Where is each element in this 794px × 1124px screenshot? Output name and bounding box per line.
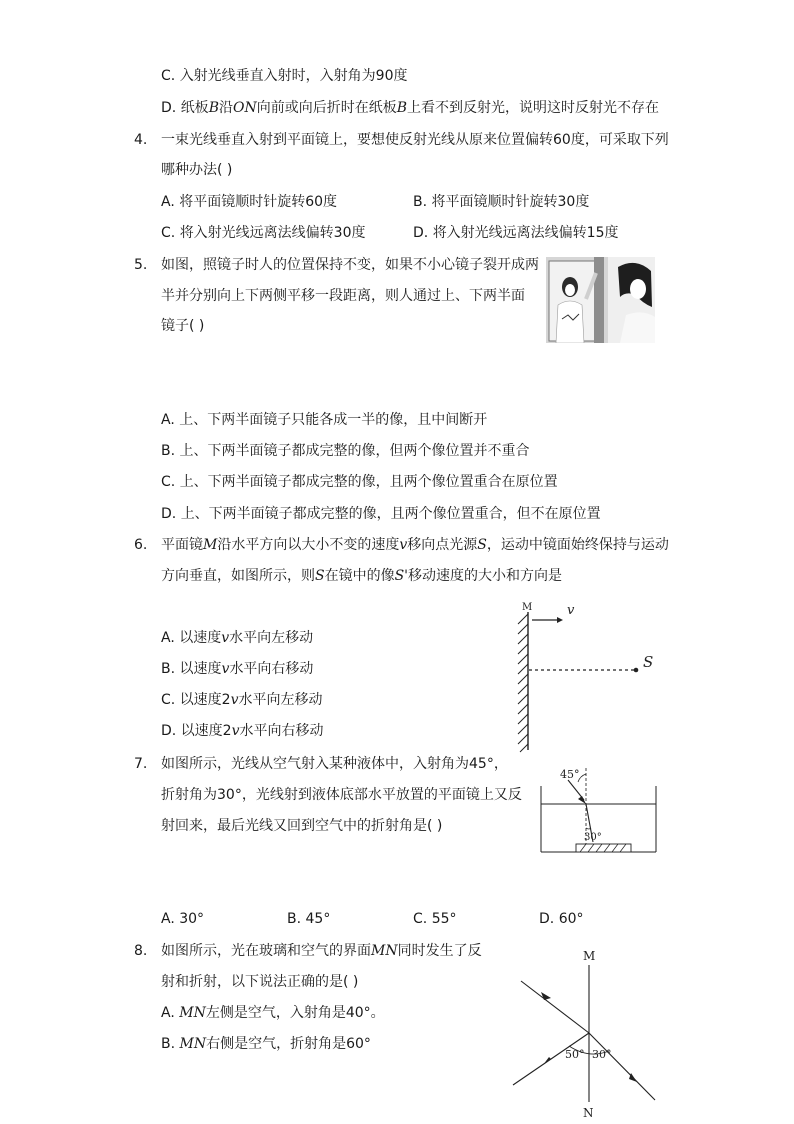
option-d: D. 60° — [539, 911, 584, 927]
question-stem: 半并分别向上下两侧平移一段距离，则人通过上、下两半面 — [161, 288, 525, 304]
option-d: D. 将入射光线远离法线偏转15度 — [413, 225, 619, 241]
option-b: B. MN右侧是空气，折射角是60° — [161, 1036, 371, 1052]
option-b: B. 45° — [287, 911, 331, 927]
question-stem: 一束光线垂直入射到平面镜上，要想使反射光线从原来位置偏转60度，可采取下列 — [161, 132, 669, 148]
incident-angle-label: 45° — [560, 768, 580, 781]
mirror-hatching — [518, 614, 528, 752]
question-stem: 折射角为30°，光线射到液体底部水平放置的平面镜上又反 — [161, 787, 522, 803]
ray-lower-left-arrow — [543, 1057, 551, 1065]
question-number: 5. — [134, 257, 148, 273]
option-b: B. 上、下两半面镜子都成完整的像，但两个像位置并不重合 — [161, 443, 530, 459]
option-a: A. 将平面镜顺时针旋转60度 — [161, 194, 338, 210]
question-number: 8. — [134, 943, 148, 959]
question-stem: 射和折射，以下说法正确的是( ) — [161, 974, 359, 990]
question-stem: 方向垂直，如图所示，则S在镜中的像S'移动速度的大小和方向是 — [161, 568, 563, 584]
question-stem: 如图，照镜子时人的位置保持不变，如果不小心镜子裂开成两 — [161, 257, 539, 273]
option-b: B. 将平面镜顺时针旋转30度 — [413, 194, 590, 210]
option-d: D. 以速度2v水平向右移动 — [161, 723, 324, 739]
ray-upper-left-arrow — [541, 992, 551, 1000]
question-stem: 哪种办法( ) — [161, 162, 233, 178]
option-a: A. 30° — [161, 911, 205, 927]
option-c: C. 55° — [413, 911, 457, 927]
liquid-refraction-diagram — [538, 760, 660, 856]
option-b: B. 以速度v水平向右移动 — [161, 661, 314, 677]
interface-diagram — [505, 945, 665, 1120]
question-number: 6. — [134, 537, 148, 553]
question-stem: 射回来，最后光线又回到空气中的折射角是( ) — [161, 818, 443, 834]
refract-angle-arc — [586, 828, 591, 829]
option-d: D. 上、下两半面镜子都成完整的像，且两个像位置重合，但不在原位置 — [161, 506, 601, 522]
right-angle-label: 30° — [592, 1048, 612, 1061]
point-source — [634, 668, 639, 673]
option-a: A. 上、下两半面镜子只能各成一半的像，且中间断开 — [161, 412, 488, 428]
question-stem: 如图所示，光在玻璃和空气的界面MN同时发生了反 — [161, 943, 482, 959]
left-angle-label: 50° — [565, 1048, 585, 1061]
option-c: C. 入射光线垂直入射时，入射角为90度 — [161, 68, 408, 84]
question-number: 4. — [134, 132, 148, 148]
question-stem: 平面镜M沿水平方向以大小不变的速度v移向点光源S，运动中镜面始终保持与运动 — [161, 537, 669, 553]
refract-angle-label: 30° — [584, 832, 602, 843]
question-number: 7. — [134, 756, 148, 772]
option-c: C. 以速度2v水平向左移动 — [161, 692, 323, 708]
question-stem: 如图所示，光线从空气射入某种液体中，入射角为45°， — [161, 756, 508, 772]
option-c: C. 上、下两半面镜子都成完整的像，且两个像位置重合在原位置 — [161, 474, 558, 490]
question-stem: 镜子( ) — [161, 318, 205, 334]
option-a: A. 以速度v水平向左移动 — [161, 630, 314, 646]
velocity-label: v — [567, 603, 575, 618]
mirror-photo-image — [546, 257, 655, 343]
option-c: C. 将入射光线远离法线偏转30度 — [161, 225, 366, 241]
bottom-label: N — [583, 1106, 594, 1120]
source-label: S — [643, 653, 654, 671]
top-label: M — [583, 949, 596, 963]
incident-arrow — [578, 796, 586, 804]
option-d: D. 纸板B沿ON向前或向后折时在纸板B上看不到反射光，说明这时反射光不存在 — [161, 100, 660, 116]
velocity-arrow-head — [557, 617, 563, 623]
ray-upper-left — [521, 981, 589, 1033]
ray-lower-right — [589, 1033, 655, 1100]
mirror-velocity-diagram — [505, 598, 665, 754]
mirror-photo — [546, 257, 655, 343]
option-a: A. MN左侧是空气，入射角是40°。 — [161, 1005, 385, 1021]
mirror-label: M — [522, 602, 533, 613]
